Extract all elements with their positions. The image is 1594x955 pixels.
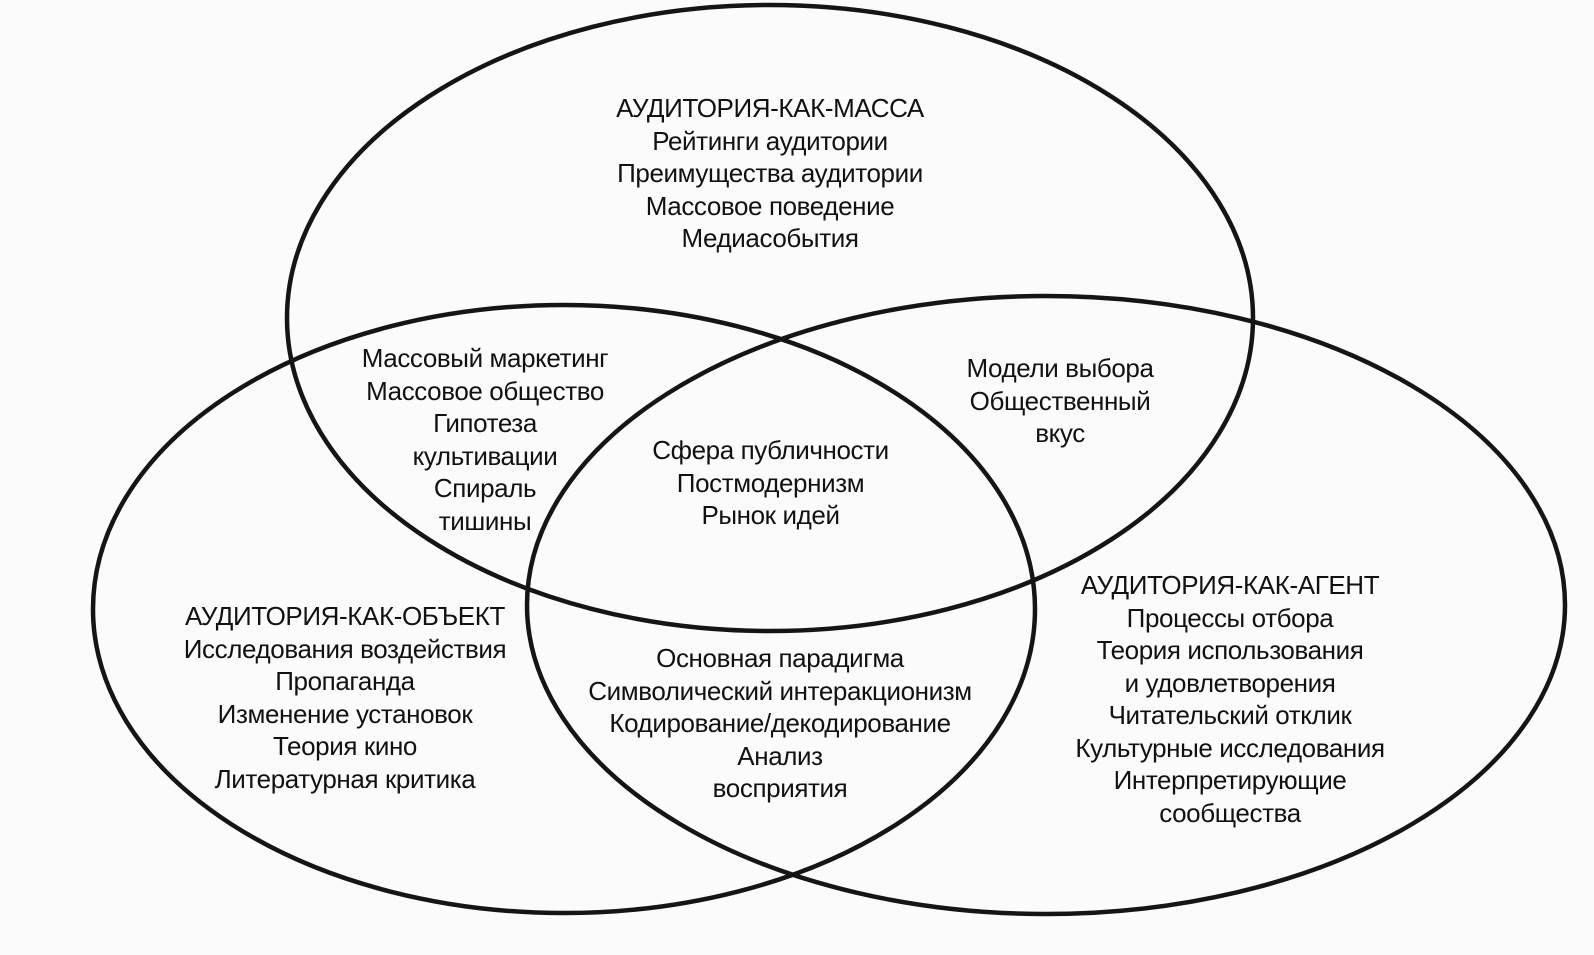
region-mass-agent-overlap bbox=[935, 352, 1185, 450]
region-item: Рынок идей bbox=[701, 500, 840, 530]
region-item: Кодирование/декодирование bbox=[609, 708, 951, 738]
region-title: АУДИТОРИЯ-КАК-ОБЪЕКТ bbox=[185, 601, 505, 631]
region-item: Основная парадигма bbox=[656, 643, 904, 673]
region-item: Интерпретирующие bbox=[1113, 765, 1347, 795]
region-item: культивации bbox=[412, 440, 558, 471]
region-item: Гипотеза bbox=[433, 408, 537, 438]
region-item: Символический интеракционизм bbox=[588, 675, 972, 706]
region-item: Теория использования bbox=[1096, 635, 1364, 665]
region-item: Медиасобытия bbox=[681, 223, 859, 253]
region-item: Массовое поведение bbox=[645, 190, 895, 221]
region-item: и удовлетворения bbox=[1124, 667, 1336, 698]
region-item: Массовое общество bbox=[366, 375, 604, 406]
region-center-overlap bbox=[628, 434, 913, 532]
region-item: Сфера публичности bbox=[652, 435, 889, 465]
region-item: Преимущества аудитории bbox=[617, 158, 923, 188]
region-item: Рейтинги аудитории bbox=[652, 125, 888, 156]
region-mass-object-overlap bbox=[330, 342, 640, 537]
region-item: Спираль bbox=[433, 473, 537, 503]
region-item: Литературная критика bbox=[214, 763, 476, 794]
region-item: тишины bbox=[438, 505, 532, 536]
region-item: Читательский отклик bbox=[1108, 700, 1352, 730]
region-item: вкус bbox=[1035, 418, 1085, 448]
region-item: Массовый маркетинг bbox=[361, 343, 609, 373]
region-item: Процессы отбора bbox=[1126, 602, 1334, 633]
region-item: Общественный bbox=[969, 385, 1151, 416]
region-audience-as-agent bbox=[1050, 569, 1410, 829]
region-object-agent-overlap bbox=[560, 642, 1000, 805]
region-title: АУДИТОРИЯ-КАК-МАССА bbox=[616, 93, 924, 123]
region-item: Теория кино bbox=[273, 731, 417, 761]
region-item: Изменение установок bbox=[217, 698, 473, 729]
region-item: сообщества bbox=[1159, 797, 1301, 828]
region-title: АУДИТОРИЯ-КАК-АГЕНТ bbox=[1080, 570, 1380, 600]
region-audience-as-mass bbox=[560, 92, 980, 255]
region-item: восприятия bbox=[712, 773, 848, 803]
region-audience-as-object bbox=[160, 600, 530, 795]
region-item: Культурные исследования bbox=[1075, 732, 1385, 763]
region-item: Исследования воздействия bbox=[183, 633, 507, 664]
region-item: Постмодернизм bbox=[676, 467, 865, 498]
region-item: Модели выбора bbox=[966, 353, 1154, 383]
region-item: Анализ bbox=[737, 740, 823, 771]
region-item: Пропаганда bbox=[275, 666, 415, 696]
